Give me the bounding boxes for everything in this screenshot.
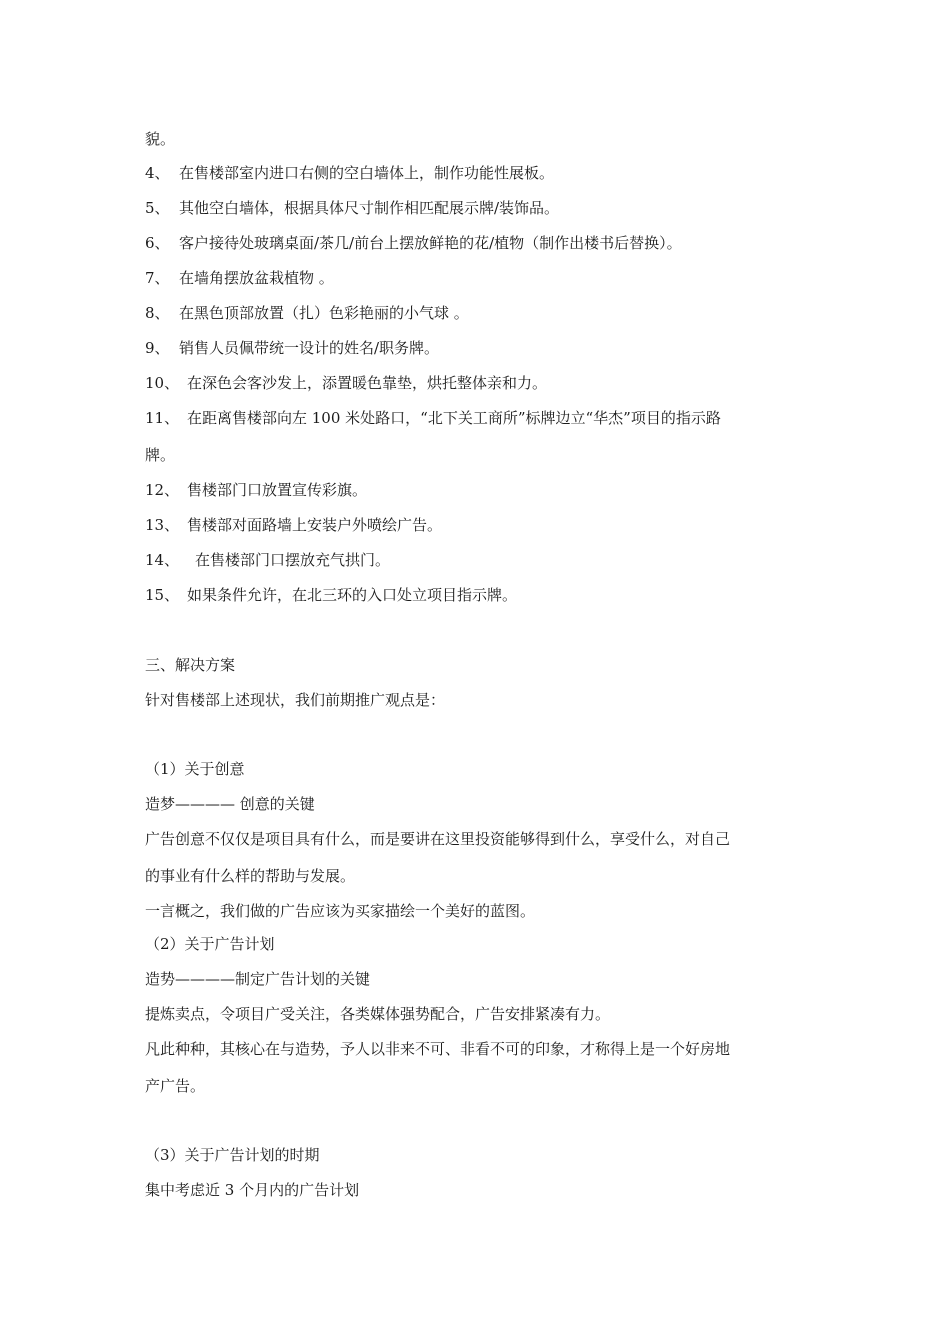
list-item: 7、 在墙角摆放盆栽植物 。 [145,269,334,287]
list-number: 15、 [145,586,180,604]
text-line: 造梦———— 创意的关键 [145,795,315,813]
list-number: 11、 [145,409,180,427]
list-item: 9、 销售人员佩带统一设计的姓名/职务牌。 [145,339,440,357]
list-number: 6、 [145,234,170,252]
text-line: 产广告。 [145,1077,206,1095]
list-number: 4、 [145,164,170,182]
text-line: 的事业有什么样的帮助与发展。 [145,867,356,885]
list-item: 14、 在售楼部门口摆放充气拱门。 [145,551,391,569]
text-line: 凡此种种，其核心在与造势，予人以非来不可、非看不可的印象，才称得上是一个好房地 [145,1040,731,1058]
text-line: 造势————制定广告计划的关键 [145,970,371,988]
list-number: 13、 [145,516,180,534]
list-item: 5、 其他空白墙体，根据具体尺寸制作相匹配展示牌/装饰品。 [145,199,560,217]
list-item: 4、 在售楼部室内进口右侧的空白墙体上，制作功能性展板。 [145,164,555,182]
list-number: 12、 [145,481,180,499]
subsection-heading: （2）关于广告计划 [145,935,275,953]
list-item: 12、 售楼部门口放置宣传彩旗。 [145,481,368,499]
text-line: 集中考虑近 3 个月内的广告计划 [145,1181,360,1199]
text-line: 针对售楼部上述现状，我们前期推广观点是： [145,691,446,709]
list-item: 10、 在深色会客沙发上，添置暖色靠垫，烘托整体亲和力。 [145,374,548,392]
list-number: 9、 [145,339,170,357]
list-item: 11、 在距离售楼部向左 100 米处路口，“北下关工商所”标牌边立“华杰”项目的指示路 [145,409,721,427]
section-heading: 三、解决方案 [145,656,236,674]
list-item: 6、 客户接待处玻璃桌面/茶几/前台上摆放鲜艳的花/植物（制作出楼书后替换）。 [145,234,682,252]
subsection-heading: （1）关于创意 [145,760,245,778]
text-line: 提炼卖点，令项目广受关注，各类媒体强势配合，广告安排紧凑有力。 [145,1005,611,1023]
list-number: 8、 [145,304,170,322]
list-number: 5、 [145,199,170,217]
list-item: 13、 售楼部对面路墙上安装户外喷绘广告。 [145,516,443,534]
list-item: 8、 在黑色顶部放置（扎）色彩艳丽的小气球 。 [145,304,469,322]
text-line: 貌。 [145,130,176,148]
list-item: 15、 如果条件允许，在北三环的入口处立项目指示牌。 [145,586,518,604]
text-line: 广告创意不仅仅是项目具有什么，而是要讲在这里投资能够得到什么，享受什么，对自己 [145,830,731,848]
text-line: 一言概之，我们做的广告应该为买家描绘一个美好的蓝图。 [145,902,536,920]
list-number: 14、 [145,551,180,569]
text-line: 牌。 [145,446,176,464]
list-number: 7、 [145,269,170,287]
list-number: 10、 [145,374,180,392]
subsection-heading: （3）关于广告计划的时期 [145,1146,320,1164]
